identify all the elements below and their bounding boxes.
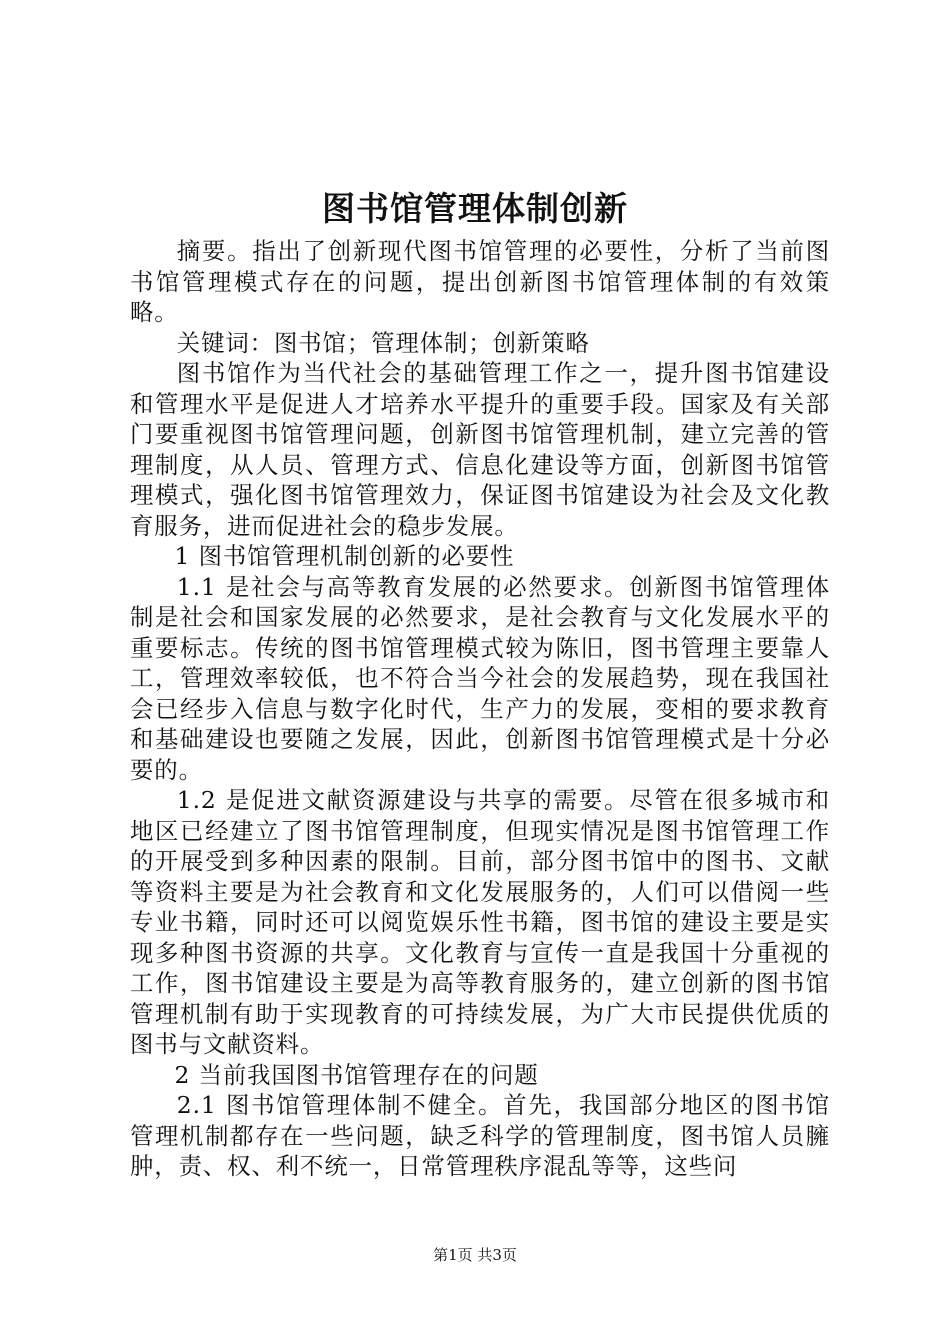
page-footer: 第1页 共3页 xyxy=(433,1246,517,1264)
intro-paragraph: 图书馆作为当代社会的基础管理工作之一，提升图书馆建设和管理水平是促进人才培养水平提升的重要手段。国家及有关部门要重视图书馆管理问题，创新图书馆管理机制，建立完善的管理制度，从人员、管理方式、信息化建设等方面，创新图书馆管理模式，强化图书馆管理效力，保证图书馆建设为社会及文化教育服务，进而促进社会的稳步发展。 xyxy=(130,359,830,540)
abstract-paragraph: 摘要。指出了创新现代图书馆管理的必要性，分析了当前图书馆管理模式存在的问题，提出创新图书馆管理体制的有效策略。 xyxy=(130,237,830,326)
section-heading-1: 1 图书馆管理机制创新的必要性 xyxy=(174,542,515,570)
keywords-paragraph: 关键词：图书馆；管理体制；创新策略 xyxy=(176,328,590,357)
section-1-1-paragraph: 1.1 是社会与高等教育发展的必然要求。创新图书馆管理体制是社会和国家发展的必然要求，是社会教育与文化发展水平的重要标志。传统的图书馆管理模式较为陈旧，图书管理主要靠人工，管理效率较低，也不符合当今社会的发展趋势，现在我国社会已经步入信息与数字化时代，生产力的发展，变相的要求教育和基础建设也要随之发展，因此，创新图书馆管理模式是十分必要的。 xyxy=(130,572,830,784)
section-heading-2: 2 当前我国图书馆管理存在的问题 xyxy=(174,1060,539,1089)
document-body xyxy=(130,236,830,1182)
section-2-1-paragraph: 2.1 图书馆管理体制不健全。首先，我国部分地区的图书馆管理机制都存在一些问题，缺乏科学的管理制度，图书馆人员臃肿，责、权、利不统一，日常管理秩序混乱等等，这些问 xyxy=(130,1091,830,1180)
section-1-2-paragraph: 1.2 是促进文献资源建设与共享的需要。尽管在很多城市和地区已经建立了图书馆管理制度，但现实情况是图书馆管理工作的开展受到多种因素的限制。目前，部分图书馆中的图书、文献等资料主要是为社会教育和文化发展服务的，人们可以借阅一些专业书籍，同时还可以阅览娱乐性书籍，图书馆的建设主要是实现多种图书资源的共享。文化教育与宣传一直是我国十分重视的工作，图书馆建设主要是为高等教育服务的，建立创新的图书馆管理机制有助于实现教育的可持续发展，为广大市民提供优质的图书与文献资料。 xyxy=(130,786,830,1058)
document-title: 图书馆管理体制创新 xyxy=(322,189,628,228)
